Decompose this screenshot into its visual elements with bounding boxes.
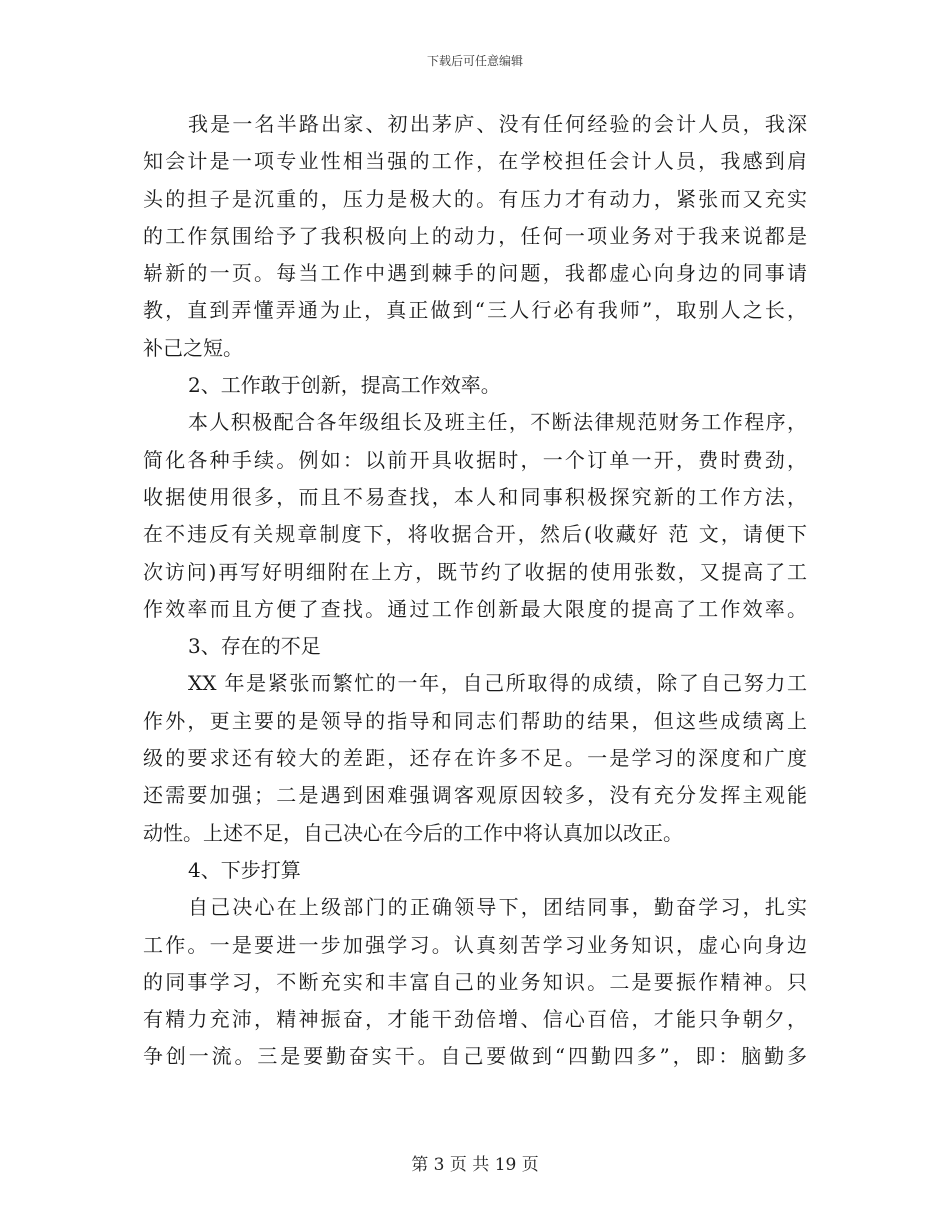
- text-line: 知会计是一项专业性相当强的工作，在学校担任会计人员，我感到肩: [143, 149, 807, 174]
- document-body: [143, 106, 807, 1076]
- text-line: 收据使用很多，而且不易查找，本人和同事积极探究新的工作方法，: [143, 484, 807, 509]
- text-line: 简化各种手续。例如：以前开具收据时，一个订单一开，费时费劲，: [143, 447, 807, 472]
- page-footer: 第 3 页 共 19 页: [411, 1155, 539, 1175]
- text-line: 我是一名半路出家、初出茅庐、没有任何经验的会计人员，我深: [188, 112, 807, 136]
- text-line: 3、存在的不足: [188, 634, 321, 659]
- text-line: 级的要求还有较大的差距，还存在许多不足。一是学习的深度和广度: [143, 746, 807, 771]
- text-line: 作效率而且方便了查找。通过工作创新最大限度的提高了工作效率。: [143, 596, 807, 621]
- text-line: 的同事学习，不断充实和丰富自己的业务知识。二是要振作精神。只: [143, 969, 807, 994]
- text-line: 4、下步打算: [188, 857, 301, 882]
- page-header: 下载后可任意编辑: [426, 54, 523, 68]
- text-line: 有精力充沛，精神振奋，才能干劲倍增、信心百倍，才能只争朝夕，: [143, 1007, 807, 1032]
- text-line: 2、工作敢于创新，提高工作效率。: [188, 373, 501, 398]
- text-line: 崭新的一页。每当工作中遇到棘手的问题，我都虚心向身边的同事请: [143, 261, 807, 286]
- text-line: 教，直到弄懂弄通为止，真正做到“三人行必有我师”，取别人之长，: [143, 298, 807, 323]
- text-line: 头的担子是沉重的，压力是极大的。有压力才有动力，紧张而又充实: [143, 186, 807, 211]
- text-line: 还需要加强；二是遇到困难强调客观原因较多，没有充分发挥主观能: [143, 783, 807, 808]
- text-line: 自己决心在上级部门的正确领导下，团结同事，勤奋学习，扎实: [188, 895, 807, 920]
- text-line: 争创一流。三是要勤奋实干。自己要做到“四勤四多”，即：脑勤多: [143, 1044, 807, 1069]
- text-line: 动性。上述不足，自己决心在今后的工作中将认真加以改正。: [143, 820, 683, 845]
- text-line: 的工作氛围给予了我积极向上的动力，任何一项业务对于我来说都是: [143, 223, 807, 248]
- text-line: 补己之短。: [143, 335, 243, 360]
- text-line: 作外，更主要的是领导的指导和同志们帮助的结果，但这些成绩离上: [143, 708, 807, 733]
- text-line: 在不违反有关规章制度下，将收据合开，然后(收藏好 范 文，请便下: [143, 522, 807, 547]
- text-line: 本人积极配合各年级组长及班主任，不断法律规范财务工作程序，: [188, 410, 807, 435]
- text-line: 次访问)再写好明细附在上方，既节约了收据的使用张数，又提高了工: [143, 559, 807, 584]
- text-line: 工作。一是要进一步加强学习。认真刻苦学习业务知识，虚心向身边: [143, 932, 807, 957]
- text-line: XX 年是紧张而繁忙的一年，自己所取得的成绩，除了自己努力工: [188, 671, 807, 696]
